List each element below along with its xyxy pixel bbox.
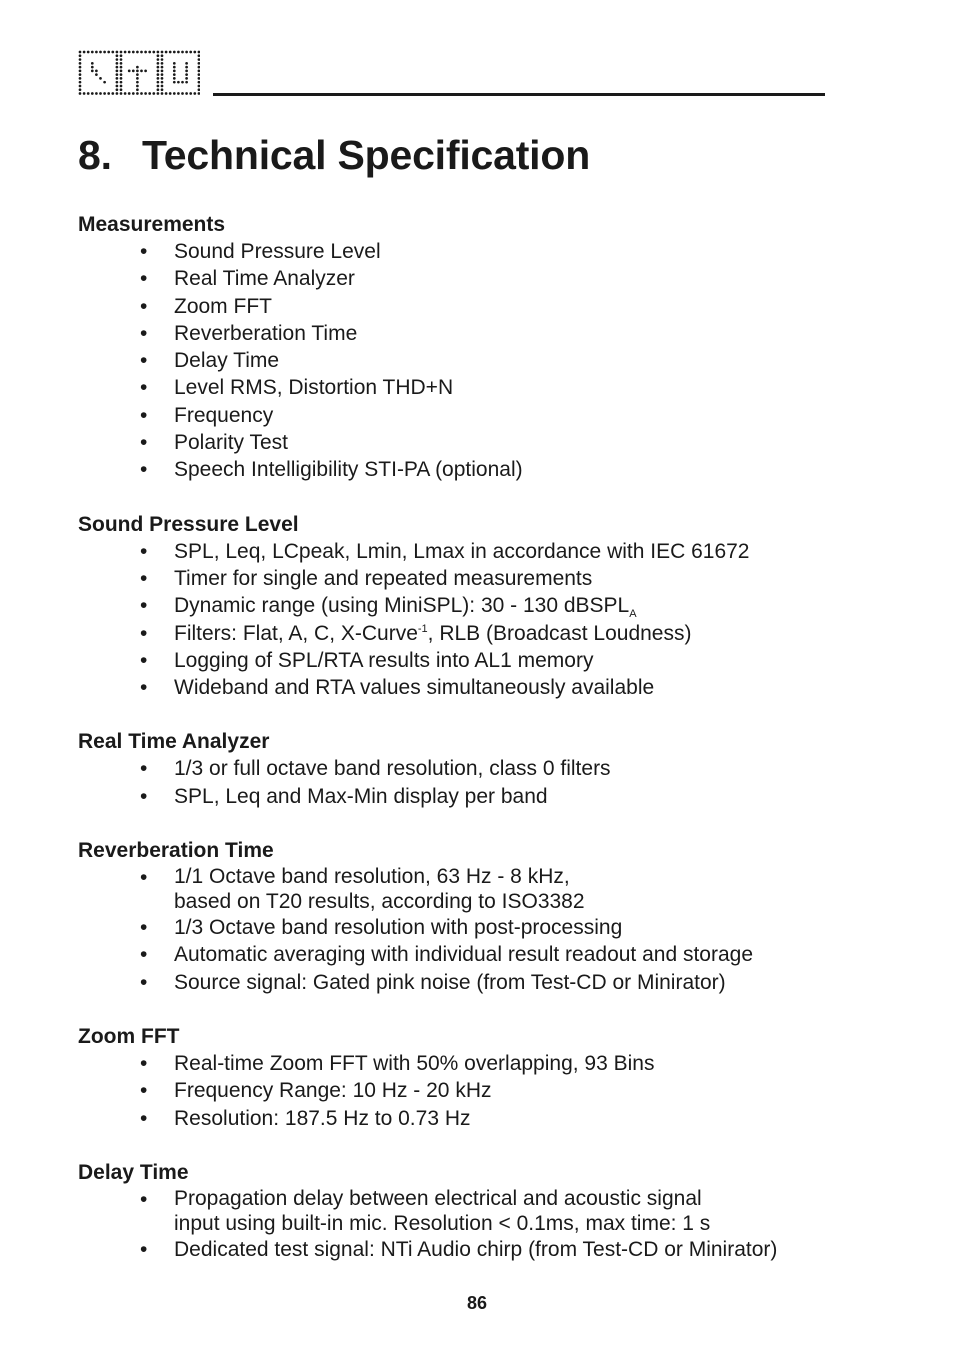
bullet-glyph: • — [140, 970, 148, 994]
list-item-text: SPL, Leq and Max-Min display per band — [174, 784, 548, 808]
spec-section — [78, 1159, 878, 1263]
chapter-title: Technical Specification — [142, 132, 591, 178]
list-item-line2: based on T20 results, according to ISO3382 — [174, 890, 585, 914]
list-item-text: Real-time Zoom FFT with 50% overlapping, 93 Bins — [174, 1051, 655, 1075]
list-item — [78, 864, 878, 914]
list-item — [78, 914, 878, 941]
bullet-glyph: • — [140, 943, 148, 967]
spec-section — [78, 837, 878, 996]
bullet-glyph: • — [140, 1079, 148, 1103]
list-item — [78, 647, 878, 674]
bullet-glyph: • — [140, 757, 148, 781]
page-title — [78, 132, 590, 179]
spec-section — [78, 1023, 878, 1132]
list-item — [78, 620, 878, 647]
bullet-list — [78, 755, 878, 810]
list-item — [78, 347, 878, 374]
bullet-glyph: • — [140, 566, 148, 590]
list-item-text: Sound Pressure Level — [174, 240, 381, 263]
section-heading: Measurements — [78, 213, 226, 236]
spec-content — [78, 211, 878, 1290]
list-item — [78, 1077, 878, 1104]
bullet-list — [78, 538, 878, 702]
list-item-text: Frequency — [174, 403, 274, 427]
bullet-glyph: • — [140, 1237, 148, 1261]
bullet-glyph: • — [140, 621, 148, 645]
list-item — [78, 592, 878, 619]
page-number: 86 — [466, 1293, 488, 1313]
bullet-glyph: • — [140, 431, 148, 455]
list-item-text: Reverberation Time — [174, 321, 358, 345]
chapter-number: 8. — [78, 132, 112, 178]
list-item-line1: Propagation delay between electrical and acoustic signal — [174, 1186, 702, 1210]
list-item-text: Logging of SPL/RTA results into AL1 memory — [174, 648, 594, 672]
bullet-glyph: • — [140, 648, 148, 672]
section-heading: Reverberation Time — [78, 839, 274, 863]
bullet-glyph: • — [140, 1106, 148, 1130]
list-item-text: Source signal: Gated pink noise (from Test-CD or Minirator) — [174, 970, 726, 994]
bullet-glyph: • — [140, 916, 148, 940]
list-item-text: Real Time Analyzer — [174, 267, 355, 291]
bullet-glyph: • — [140, 676, 148, 700]
list-item — [78, 538, 878, 565]
list-item-text: Dedicated test signal: NTi Audio chirp (from Test-CD or Minirator) — [174, 1237, 778, 1261]
list-item-text: Filters: Flat, A, C, X-Curve — [174, 621, 418, 645]
list-item — [78, 265, 878, 292]
section-heading: Zoom FFT — [78, 1024, 180, 1048]
list-item-text: Dynamic range (using MiniSPL): 30 - 130 dBSPL — [174, 594, 630, 618]
bullet-glyph: • — [140, 1051, 148, 1075]
list-item — [78, 402, 878, 429]
bullet-list — [78, 1050, 878, 1132]
list-item — [78, 238, 878, 265]
list-item — [78, 1186, 878, 1236]
list-item-line1: 1/1 Octave band resolution, 63 Hz - 8 kHz, — [174, 865, 570, 889]
section-heading: Sound Pressure Level — [78, 512, 299, 536]
list-item — [78, 456, 878, 483]
list-item-text: 1/3 Octave band resolution with post-processing — [174, 916, 623, 940]
list-item-text: 1/3 or full octave band resolution, class 0 filters — [174, 757, 611, 781]
list-item — [78, 1105, 878, 1132]
header-rule — [213, 93, 825, 96]
list-item-text: Delay Time — [174, 349, 280, 373]
bullet-glyph: • — [140, 1187, 148, 1211]
list-item-text: Resolution: 187.5 Hz to 0.73 Hz — [174, 1106, 471, 1130]
list-item-text: Wideband and RTA values simultaneously available — [174, 676, 655, 700]
list-item — [78, 969, 878, 996]
bullet-glyph: • — [140, 240, 148, 263]
list-item — [78, 320, 878, 347]
list-item — [78, 1050, 878, 1077]
superscript: -1 — [417, 622, 428, 635]
list-item-line2: input using built-in mic. Resolution < 0.1ms, max time: 1 s — [174, 1211, 711, 1235]
ntia-dot-matrix-logo-icon — [78, 50, 200, 96]
bullet-list — [78, 238, 878, 484]
spec-section — [78, 728, 878, 810]
list-item — [78, 755, 878, 782]
list-item-text: SPL, Leq, LCpeak, Lmin, Lmax in accordance with IEC 61672 — [174, 539, 750, 563]
list-item-text: Frequency Range: 10 Hz - 20 kHz — [174, 1079, 492, 1103]
list-item-text: Timer for single and repeated measurements — [174, 566, 593, 590]
spec-section — [78, 211, 878, 484]
spec-section — [78, 511, 878, 702]
bullet-glyph: • — [140, 349, 148, 373]
list-item — [78, 565, 878, 592]
list-item-text: Level RMS, Distortion THD+N — [174, 376, 454, 400]
bullet-glyph: • — [140, 403, 148, 427]
section-heading: Real Time Analyzer — [78, 730, 270, 754]
list-item-text: Zoom FFT — [174, 294, 272, 318]
bullet-glyph: • — [140, 458, 148, 482]
bullet-glyph: • — [140, 267, 148, 291]
list-item-text: Automatic averaging with individual result readout and storage — [174, 943, 754, 967]
list-item-text: Polarity Test — [174, 431, 288, 455]
list-item — [78, 429, 878, 456]
subscript: A — [629, 608, 637, 621]
list-item — [78, 1236, 878, 1263]
bullet-glyph: • — [140, 866, 148, 890]
bullet-glyph: • — [140, 321, 148, 345]
bullet-glyph: • — [140, 294, 148, 318]
bullet-glyph: • — [140, 594, 148, 618]
list-item-text-continued: , RLB (Broadcast Loudness) — [427, 621, 692, 645]
section-heading: Delay Time — [78, 1160, 189, 1184]
list-item — [78, 674, 878, 701]
list-item — [78, 293, 878, 320]
bullet-glyph: • — [140, 784, 148, 808]
list-item — [78, 941, 878, 968]
bullet-list — [78, 864, 878, 996]
bullet-glyph: • — [140, 376, 148, 400]
list-item — [78, 374, 878, 401]
bullet-glyph: • — [140, 539, 148, 563]
list-item-text: Speech Intelligibility STI-PA (optional) — [174, 458, 523, 482]
list-item — [78, 783, 878, 810]
bullet-list — [78, 1186, 878, 1263]
